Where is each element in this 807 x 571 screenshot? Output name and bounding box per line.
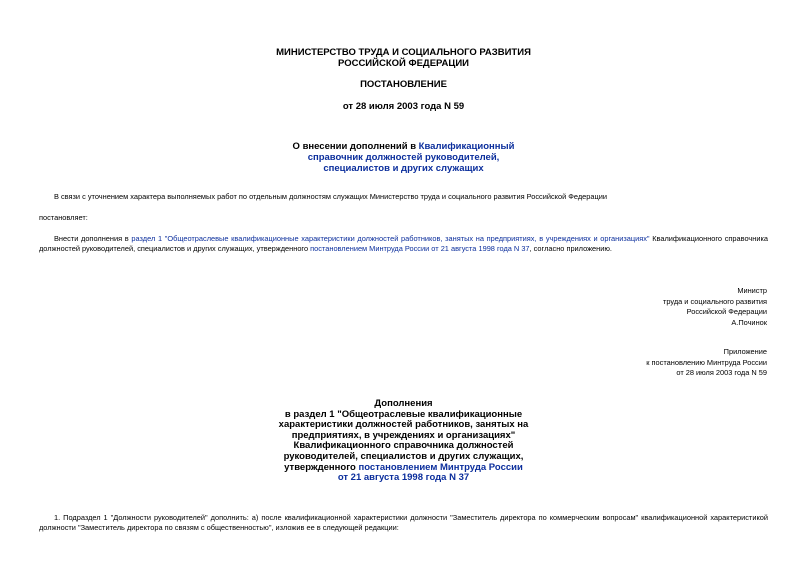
additions-line-4: предприятиях, в учреждениях и организациях" — [291, 429, 516, 441]
signature-line-1: Министр — [737, 286, 767, 295]
appendix-line-2: к постановлению Минтруда России — [646, 357, 767, 367]
signature-line-3: Российской Федерации — [686, 307, 767, 316]
additions-decree-date-link[interactable]: от 21 августа 1998 года N 37 — [337, 472, 470, 484]
qualification-handbook-link[interactable]: Квалификационный — [418, 141, 515, 152]
additions-heading — [0, 399, 807, 484]
additions-line-5: Квалификационного справочника должностей — [293, 440, 514, 452]
ministry-heading — [0, 47, 807, 69]
ministry-line-1: МИНИСТЕРСТВО ТРУДА И СОЦИАЛЬНОГО РАЗВИТИЯ — [276, 47, 531, 58]
decree-37-link[interactable]: постановлением Минтруда России от 21 августа 1998 года N 37 — [310, 244, 530, 253]
resolution-text-c: , согласно приложению. — [529, 244, 612, 253]
appendix-line-3: от 28 июля 2003 года N 59 — [676, 368, 767, 377]
appendix-line-1: Приложение — [723, 347, 767, 356]
document-subject — [0, 141, 807, 174]
resolution-text-b: Квалификационного справочника должностей руководителей, специалистов и других служащих, утвержденного — [39, 234, 768, 253]
signature-line-4: А.Починок — [731, 317, 767, 327]
preamble-paragraph: В связи с уточнением характера выполняемых работ по отдельным должностям служащих Министерство труда и социального развития Российской Федерации — [54, 192, 607, 201]
subject-text: О внесении дополнений в — [292, 141, 419, 152]
resolution-text-a: Внести дополнения в — [54, 234, 132, 243]
document-date: от 28 июля 2003 года N 59 — [342, 101, 465, 112]
subject-link-line-3[interactable]: специалистов и других служащих — [323, 163, 484, 174]
additions-line-3: характеристики должностей работников, занятых на — [278, 419, 529, 431]
additions-line-6: руководителей, специалистов и других служащих, — [283, 450, 524, 462]
additions-line-7-text: утвержденного — [284, 461, 359, 473]
signature-line-2: труда и социального развития — [662, 296, 767, 306]
document-type: ПОСТАНОВЛЕНИЕ — [360, 79, 447, 90]
resolves-paragraph: постановляет: — [39, 213, 88, 222]
additions-line-2: в раздел 1 "Общеотраслевые квалификационные — [284, 408, 523, 420]
ministry-line-2: РОССИЙСКОЙ ФЕДЕРАЦИИ — [337, 58, 469, 69]
section-1-link[interactable]: раздел 1 "Общеотраслевые квалификационные характеристики должностей работников, занятых на предприятиях, в учреждениях и организациях" — [131, 234, 650, 243]
signature-block — [663, 286, 767, 328]
subject-line-1 — [0, 141, 807, 152]
main-resolution-paragraph — [39, 234, 768, 254]
subject-link-line-2[interactable]: справочник должностей руководителей, — [307, 152, 500, 163]
subsection-paragraph: 1. Подраздел 1 "Должности руководителей" дополнить: а) после квалификационной характеристики должности "Заместитель директора по коммерческим вопросам" квалификационной характеристикой должности "Заместитель директора по связям с общественностью", изложив ее в следующей редакции: — [39, 513, 768, 532]
appendix-block — [646, 347, 767, 379]
additions-decree-link[interactable]: постановлением Минтруда России — [358, 461, 523, 473]
additions-line-1: Дополнения — [374, 398, 433, 409]
